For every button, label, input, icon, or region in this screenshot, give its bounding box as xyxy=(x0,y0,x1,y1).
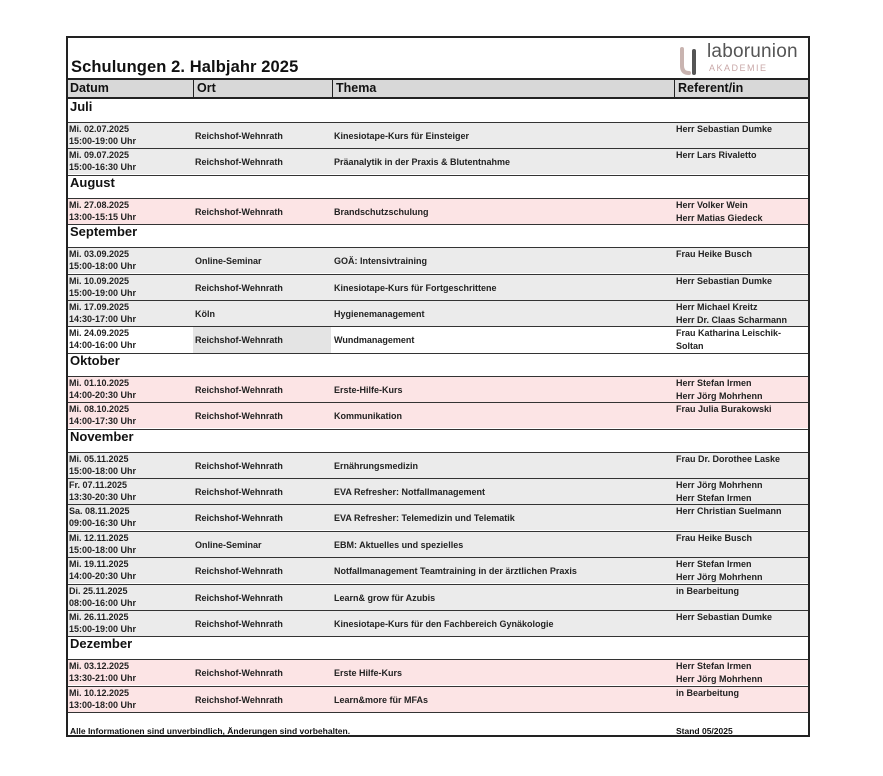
row-date: Sa. 08.11.2025 xyxy=(69,506,130,517)
row-date: Mi. 17.09.2025 xyxy=(69,302,130,312)
table-row xyxy=(68,584,808,610)
row-date-time xyxy=(69,505,193,531)
referent-name: Herr Sebastian Dumke xyxy=(676,124,773,134)
referent-name: Herr Matias Giedeck xyxy=(676,212,763,223)
row-date: Mi. 10.09.2025 xyxy=(69,275,130,286)
logo-mark-icon xyxy=(678,46,704,76)
month-bottom-border xyxy=(68,429,808,430)
referent-name: in Bearbeitung xyxy=(676,585,740,596)
row-date-time xyxy=(69,532,193,558)
row-thema: Notfallmanagement Teamtraining in der ärztlichen Praxis xyxy=(334,566,577,577)
row-date-time xyxy=(69,301,193,327)
month-heading: Oktober xyxy=(70,352,120,368)
row-date: Mi. 27.08.2025 xyxy=(69,199,130,210)
referent-name: Herr Stefan Irmen xyxy=(676,493,752,503)
row-referent xyxy=(676,505,808,531)
row-time: 09:00-16:30 Uhr xyxy=(69,518,137,529)
table-row xyxy=(68,376,808,402)
row-time: 15:00-18:00 Uhr xyxy=(69,465,137,476)
row-ort: Reichshof-Wehnrath xyxy=(195,157,283,168)
row-date-time xyxy=(69,558,193,584)
row-date: Mi. 02.07.2025 xyxy=(69,124,130,134)
table-row xyxy=(68,478,808,504)
row-ort: Reichshof-Wehnrath xyxy=(193,327,331,353)
row-thema: Hygienemanagement xyxy=(334,309,425,319)
row-date-time xyxy=(69,687,193,713)
table-row xyxy=(68,148,808,174)
row-referent xyxy=(676,558,808,584)
row-thema: Kinesiotape-Kurs für Fortgeschrittene xyxy=(334,282,497,293)
row-referent xyxy=(676,585,808,611)
row-referent xyxy=(676,248,808,274)
column-header-datum: Datum xyxy=(70,81,109,95)
row-date-time xyxy=(69,123,193,149)
row-time: 14:30-17:00 Uhr xyxy=(69,314,137,324)
row-date: Di. 25.11.2025 xyxy=(69,585,128,596)
row-referent xyxy=(676,403,808,429)
month-bottom-border xyxy=(68,224,808,225)
row-ort: Köln xyxy=(195,309,215,319)
schedule-sheet xyxy=(66,36,810,737)
column-divider xyxy=(674,80,675,97)
row-date-time xyxy=(69,453,193,479)
row-thema: Ernährungsmedizin xyxy=(334,460,419,471)
row-ort: Reichshof-Wehnrath xyxy=(195,282,283,293)
logo-subtitle: AKADEMIE xyxy=(709,63,768,73)
row-date-time xyxy=(69,248,193,274)
row-date: Mi. 05.11.2025 xyxy=(69,453,129,464)
table-row xyxy=(68,504,808,530)
referent-name: Frau Heike Busch xyxy=(676,532,753,543)
row-date: Mi. 03.12.2025 xyxy=(69,661,130,672)
row-time: 14:00-17:30 Uhr xyxy=(69,416,137,427)
table-row xyxy=(68,610,808,636)
footer-disclaimer: Alle Informationen sind unverbindlich, Änderungen sind vorbehalten. xyxy=(70,726,351,736)
referent-name: Frau Katharina Leischik-Soltan xyxy=(676,328,782,352)
column-divider xyxy=(193,80,194,97)
referent-name: Herr Sebastian Dumke xyxy=(676,275,773,286)
row-referent xyxy=(676,377,808,403)
referent-name: Herr Lars Rivaletto xyxy=(676,150,757,161)
row-thema: EBM: Aktuelles und spezielles xyxy=(334,539,464,550)
row-date: Mi. 08.10.2025 xyxy=(69,404,130,415)
row-time: 15:00-16:30 Uhr xyxy=(69,162,137,173)
row-ort: Reichshof-Wehnrath xyxy=(195,513,283,524)
column-header-referent: Referent/in xyxy=(678,81,744,95)
month-bottom-border xyxy=(68,636,808,637)
row-time: 13:30-21:00 Uhr xyxy=(69,673,137,684)
row-ort: Reichshof-Wehnrath xyxy=(195,487,283,497)
row-referent xyxy=(676,611,808,637)
row-referent xyxy=(676,275,808,301)
row-date-time xyxy=(69,377,193,403)
month-heading: September xyxy=(70,224,138,240)
page-title: Schulungen 2. Halbjahr 2025 xyxy=(71,58,299,76)
row-time: 15:00-19:00 Uhr xyxy=(69,136,137,146)
referent-name: Frau Heike Busch xyxy=(676,249,753,260)
table-row xyxy=(68,300,808,326)
logo-name: laborunion xyxy=(707,41,798,62)
month-heading: Juli xyxy=(70,99,93,114)
referent-name: Herr Jörg Mohrhenn xyxy=(676,674,763,685)
referent-name: Herr Stefan Irmen xyxy=(676,377,752,388)
row-referent xyxy=(676,453,808,479)
row-time: 14:00-20:30 Uhr xyxy=(69,389,137,400)
table-row xyxy=(68,274,808,300)
table-row xyxy=(68,531,808,557)
row-referent xyxy=(676,479,808,505)
row-time: 14:00-16:00 Uhr xyxy=(69,340,137,351)
row-thema: EVA Refresher: Notfallmanagement xyxy=(334,487,486,497)
row-thema: Erste Hilfe-Kurs xyxy=(334,668,403,679)
row-referent xyxy=(676,199,808,225)
row-referent xyxy=(676,660,808,686)
row-thema: Wundmanagement xyxy=(334,335,415,346)
row-date: Mi. 26.11.2025 xyxy=(69,612,129,622)
row-date: Mi. 10.12.2025 xyxy=(69,687,130,698)
row-referent xyxy=(676,687,808,713)
row-date: Mi. 01.10.2025 xyxy=(69,377,130,388)
row-time: 15:00-18:00 Uhr xyxy=(69,261,137,272)
row-referent xyxy=(676,149,808,175)
row-date: Mi. 19.11.2025 xyxy=(69,559,129,570)
row-date-time xyxy=(69,275,193,301)
row-time: 13:00-15:15 Uhr xyxy=(69,211,137,222)
row-date-time xyxy=(69,479,193,505)
table-row xyxy=(68,686,808,712)
row-thema: Brandschutzschulung xyxy=(334,206,429,217)
row-date: Mi. 03.09.2025 xyxy=(69,249,130,260)
row-date: Mi. 12.11.2025 xyxy=(69,532,129,543)
row-date: Fr. 07.11.2025 xyxy=(69,480,128,490)
row-thema: Präanalytik in der Praxis & Blutentnahme xyxy=(334,157,511,168)
table-row xyxy=(68,247,808,273)
row-thema: Kinesiotape-Kurs für Einsteiger xyxy=(334,131,470,141)
referent-name: in Bearbeitung xyxy=(676,687,740,698)
table-row xyxy=(68,557,808,583)
row-date-time xyxy=(69,660,193,686)
row-time: 15:00-19:00 Uhr xyxy=(69,624,137,634)
referent-name: Herr Jörg Mohrhenn xyxy=(676,390,763,401)
row-thema: GOÄ: Intensivtraining xyxy=(334,256,428,267)
month-bottom-border xyxy=(68,712,808,713)
row-ort: Reichshof-Wehnrath xyxy=(195,592,283,603)
column-divider xyxy=(332,80,333,97)
referent-name: Herr Stefan Irmen xyxy=(676,559,752,570)
row-time: 15:00-19:00 Uhr xyxy=(69,287,137,298)
row-time: 13:00-18:00 Uhr xyxy=(69,699,137,710)
column-header-ort: Ort xyxy=(197,81,216,95)
table-row xyxy=(68,198,808,224)
row-referent xyxy=(676,301,808,327)
month-bottom-border xyxy=(68,175,808,176)
row-referent xyxy=(676,123,808,149)
table-row xyxy=(68,402,808,428)
referent-name: Frau Dr. Dorothee Laske xyxy=(676,453,781,464)
row-ort: Reichshof-Wehnrath xyxy=(195,694,283,705)
row-date-time xyxy=(69,585,193,611)
laborunion-logo xyxy=(672,41,806,75)
referent-name: Herr Michael Kreitz xyxy=(676,302,758,312)
column-header-row xyxy=(68,78,808,99)
referent-name: Herr Volker Wein xyxy=(676,199,748,210)
row-thema: Kommunikation xyxy=(334,411,403,422)
table-row xyxy=(68,659,808,685)
referent-name: Herr Stefan Irmen xyxy=(676,661,752,672)
referent-name: Herr Christian Suelmann xyxy=(676,506,782,517)
row-ort: Reichshof-Wehnrath xyxy=(195,619,283,629)
row-ort: Reichshof-Wehnrath xyxy=(195,384,283,395)
row-ort: Online-Seminar xyxy=(195,256,262,267)
row-ort: Reichshof-Wehnrath xyxy=(195,460,283,471)
row-time: 13:30-20:30 Uhr xyxy=(69,492,137,502)
table-row xyxy=(68,122,808,148)
column-header-thema: Thema xyxy=(336,81,377,95)
month-heading: August xyxy=(70,174,115,190)
referent-name: Herr Jörg Mohrhenn xyxy=(676,480,763,490)
row-thema: Learn& grow für Azubis xyxy=(334,592,436,603)
row-ort: Reichshof-Wehnrath xyxy=(195,206,283,217)
row-ort: Reichshof-Wehnrath xyxy=(195,131,283,141)
row-time: 08:00-16:00 Uhr xyxy=(69,597,137,608)
month-heading: November xyxy=(70,428,134,444)
row-time: 14:00-20:30 Uhr xyxy=(69,571,137,582)
row-date: Mi. 24.09.2025 xyxy=(69,328,130,339)
row-thema: EVA Refresher: Telemedizin und Telematik xyxy=(334,513,515,524)
month-bottom-border xyxy=(68,353,808,354)
referent-name: Herr Jörg Mohrhenn xyxy=(676,572,763,583)
referent-name: Frau Julia Burakowski xyxy=(676,404,772,415)
table-row xyxy=(68,326,808,352)
row-ort: Reichshof-Wehnrath xyxy=(195,566,283,577)
row-thema: Learn&more für MFAs xyxy=(334,694,429,705)
row-ort: Online-Seminar xyxy=(195,539,262,550)
referent-name: Herr Dr. Claas Scharmann xyxy=(676,315,788,325)
row-thema: Kinesiotape-Kurs für den Fachbereich Gynäkologie xyxy=(334,619,554,629)
row-referent xyxy=(676,532,808,558)
row-ort: Reichshof-Wehnrath xyxy=(195,411,283,422)
row-referent xyxy=(676,327,808,353)
row-thema: Erste-Hilfe-Kurs xyxy=(334,384,403,395)
row-date: Mi. 09.07.2025 xyxy=(69,150,130,161)
row-time: 15:00-18:00 Uhr xyxy=(69,544,137,555)
row-ort: Reichshof-Wehnrath xyxy=(195,668,283,679)
referent-name: Herr Sebastian Dumke xyxy=(676,612,773,622)
table-row xyxy=(68,452,808,478)
footer-stand: Stand 05/2025 xyxy=(676,726,733,736)
month-heading: Dezember xyxy=(70,636,133,652)
